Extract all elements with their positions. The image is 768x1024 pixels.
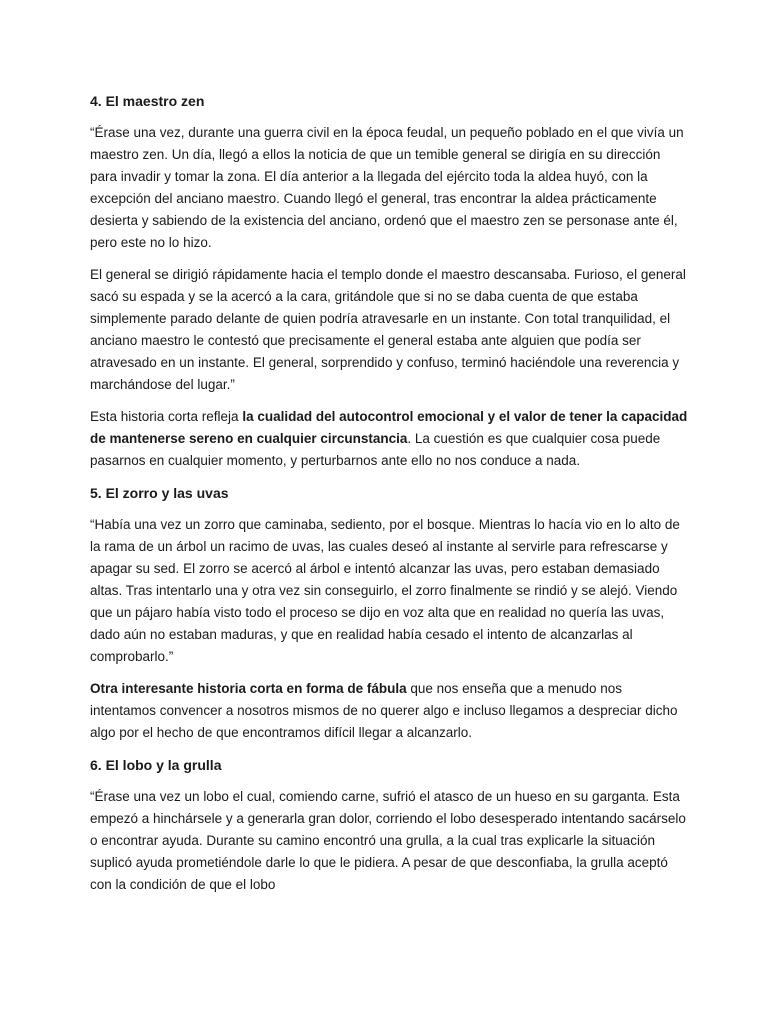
section-heading-zorro-uvas: 5. El zorro y las uvas bbox=[90, 485, 229, 501]
story-paragraph: “Érase una vez, durante una guerra civil en la época feudal, un pequeño poblado en el que vivía un maestro zen. Un día, llegó a ellos la noticia de que un temible general se dirigía en su dirección para invadir y tomar la zona. El día anterior a la llegada del ejército toda la aldea huyó, con la excepción del anciano maestro. Cuando llegó el general, tras encontrar la aldea prácticamente desierta y sabiendo de la existencia del anciano, ordenó que el maestro zen se personase ante él, pero este no lo hizo. bbox=[90, 125, 684, 250]
moral-paragraph bbox=[90, 406, 690, 472]
story-paragraph: “Érase una vez un lobo el cual, comiendo carne, sufrió el atasco de un hueso en su garganta. Esta empezó a hinchársele y a generarla gran dolor, corriendo el lobo desesperado intentando sacárselo o encontrar ayuda. Durante su camino encontró una grulla, a la cual tras explicarle la situación suplicó ayuda prometiéndole darle lo que le pidiera. A pesar de que desconfiaba, la grulla aceptó con la condición de que el lobo bbox=[90, 789, 686, 892]
moral-text: Esta historia corta refleja bbox=[90, 409, 243, 424]
moral-emphasis: Otra interesante historia corta en forma de fábula bbox=[90, 681, 407, 696]
story-paragraph: “Había una vez un zorro que caminaba, sediento, por el bosque. Mientras lo hacía vio en lo alto de la rama de un árbol un racimo de uvas, las cuales deseó al instante al servirle para refrescarse y apagar su sed. El zorro se acercó al árbol e intentó alcanzar las uvas, pero estaban demasiado altas. Tras intentarlo una y otra vez sin conseguirlo, el zorro finalmente se rindió y se alejó. Viendo que un pájaro había visto todo el proceso se dijo en voz alta que en realidad no quería las uvas, dado aún no estaban maduras, y que en realidad había cesado el intento de alcanzarlas al comprobarlo.” bbox=[90, 517, 680, 664]
document-page bbox=[90, 90, 690, 906]
story-paragraph: El general se dirigió rápidamente hacia el templo donde el maestro descansaba. Furioso, el general sacó su espada y se la acercó a la cara, gritándole que si no se daba cuenta de que estaba simplemente parado delante de quien podría atravesarle en un instante. Con total tranquilidad, el anciano maestro le contestó que precisamente el general estaba ante alguien que podía ser atravesado en un instante. El general, sorprendido y confuso, terminó haciéndole una reverencia y marchándose del lugar.” bbox=[90, 267, 686, 392]
moral-emphasis: la cualidad del autocontrol emocional y el valor de tener la capacidad de mantenerse sereno en cualquier circunstancia bbox=[90, 409, 688, 446]
moral-paragraph bbox=[90, 678, 690, 744]
moral-text: . La cuestión es que cualquier cosa puede pasarnos en cualquier momento, y perturbarnos ante ello no nos conduce a nada. bbox=[90, 431, 661, 468]
section-heading-maestro-zen: 4. El maestro zen bbox=[90, 93, 205, 109]
moral-text: que nos enseña que a menudo nos intentamos convencer a nosotros mismos de no querer algo e incluso llegamos a despreciar dicho algo por el hecho de que encontramos difícil llegar a alcanzarlo. bbox=[90, 681, 678, 740]
section-heading-lobo-grulla: 6. El lobo y la grulla bbox=[90, 757, 222, 773]
